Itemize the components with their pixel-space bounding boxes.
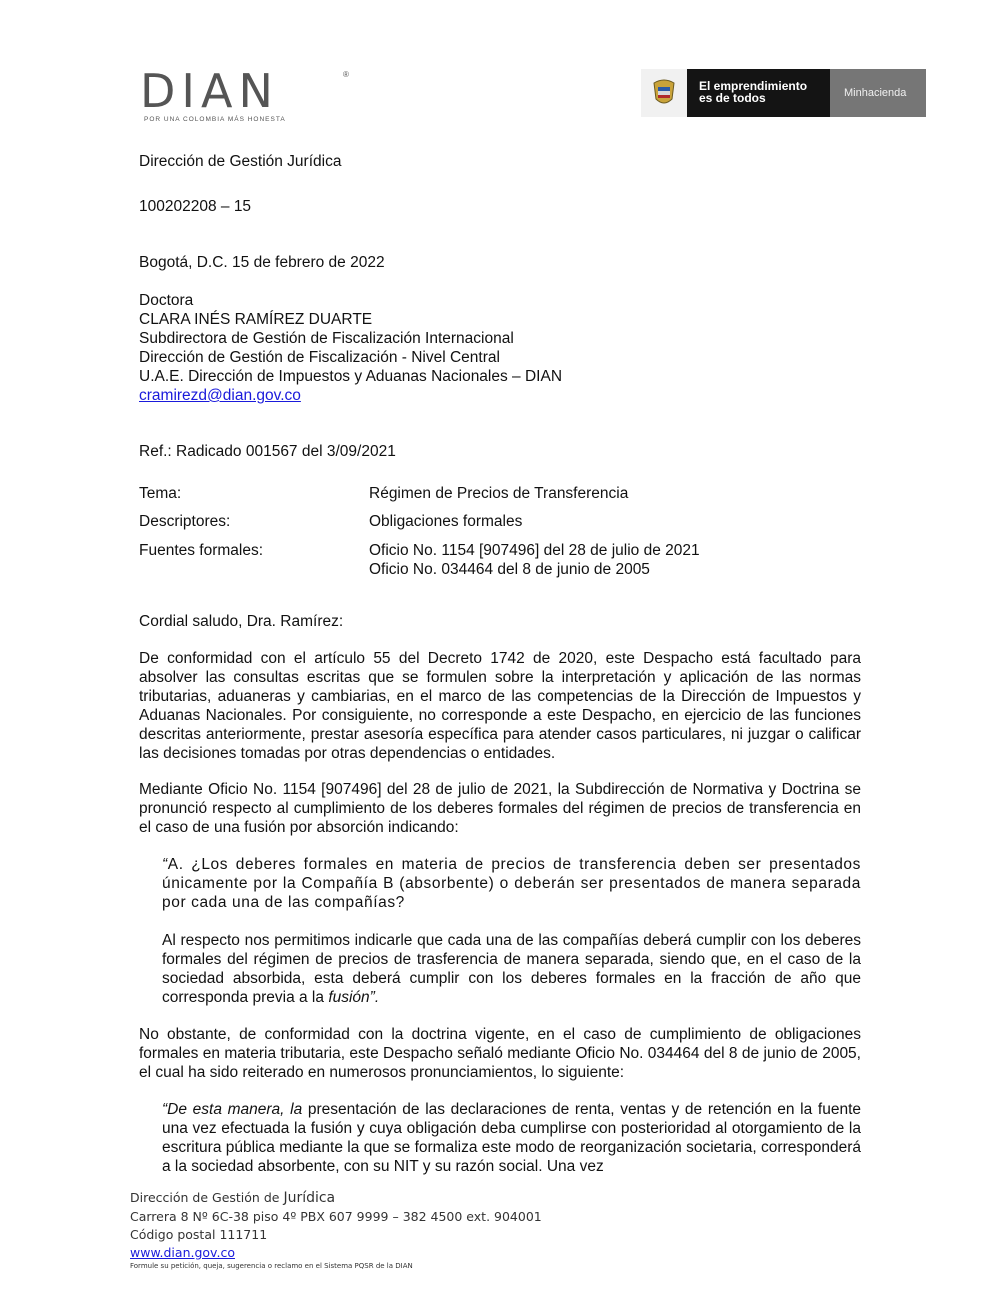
reference-number: 100202208 – 15: [139, 198, 252, 215]
tema-value: Régimen de Precios de Transferencia: [369, 485, 629, 502]
recipient-entity: U.A.E. Dirección de Impuestos y Aduanas Nacionales – DIAN: [139, 368, 563, 385]
quote-oficio-034464: [162, 1100, 861, 1176]
colombia-crest-icon: [641, 69, 687, 117]
paragraph-competence: De conformidad con el artículo 55 del Decreto 1742 de 2020, este Despacho está facultado para absolver las consultas escritas que se formulen sobre la interpretación y aplicación de las normas tributarias, aduaneras y cambiarias, en el marco de las competencias de la Dirección de Impuestos y Aduanas Nacionales. Por consiguiente, no corresponde a este Despacho, en ejercicio de las funciones descritas anteriormente, prestar asesoría específica para atender casos particulares, ni juzgar o calificar las decisiones tomadas por otras dependencias o entidades.: [139, 650, 861, 762]
descriptores-label: Descriptores:: [139, 513, 231, 530]
quote-open-mark: “: [162, 856, 168, 873]
quote-answer-text: Al respecto nos permitimos indicarle que cada una de las compañías deberá cumplir con los deberes formales del régimen de precios de trasferencia de manera separada, siendo que, en el caso de la sociedad absorbida, esta deberá cumplir con los deberes formales en la fracción de año que corresponda previa a la: [162, 932, 861, 1006]
quote-question: [162, 855, 861, 912]
registered-mark: ®: [343, 70, 349, 79]
quote-question-text: A. ¿Los deberes formales en materia de precios de transferencia deben ser presentados únicamente por la Compañía B (absorbente) o deberán ser presentados de manera separada por cada una de las compañías?: [162, 856, 861, 911]
recipient-title: Doctora: [139, 292, 194, 309]
tema-label: Tema:: [139, 485, 182, 502]
reference-line: Ref.: Radicado 001567 del 3/09/2021: [139, 443, 396, 460]
greeting: Cordial saludo, Dra. Ramírez:: [139, 613, 344, 630]
place-date: Bogotá, D.C. 15 de febrero de 2022: [139, 254, 385, 271]
fuentes-label: Fuentes formales:: [139, 542, 264, 559]
footer-office-suffix: Jurídica: [283, 1190, 336, 1206]
quote-oficio-text: presentación de las declaraciones de renta, ventas y de retención en la fuente una vez efectuada la fusión y cuya obligación deba cumplirse con posterioridad al otorgamiento de la escritura pública mediante la que se formaliza este modo de reorganización societaria, corresponderá a la sociedad absorbente, con su NIT y su razón social. Una vez: [162, 1101, 861, 1175]
footer-office-prefix: Dirección de Gestión de: [130, 1190, 280, 1205]
descriptores-value: Obligaciones formales: [369, 513, 523, 530]
footer-address: Carrera 8 Nº 6C-38 piso 4º PBX 607 9999 – 382 4500 ext. 904001: [130, 1209, 542, 1224]
government-banner: [641, 69, 926, 117]
fuentes-value-2: Oficio No. 034464 del 8 de junio de 2005: [369, 561, 650, 578]
dian-tagline: POR UNA COLOMBIA MÁS HONESTA: [144, 116, 286, 123]
quote-answer: [162, 931, 861, 1007]
recipient-position: Subdirectora de Gestión de Fiscalización Internacional: [139, 330, 514, 347]
dian-logo: [140, 64, 355, 128]
paragraph-oficio-1154: Mediante Oficio No. 1154 [907496] del 28 de julio de 2021, la Subdirección de Normativa y Doctrina se pronunció respecto al cumplimiento de los deberes formales del régimen de precios de transferencia en el caso de una fusión por absorción indicando:: [139, 781, 861, 836]
banner-slogan-line-1: El emprendimiento: [699, 79, 808, 93]
footer-website-link[interactable]: www.dian.gov.co: [130, 1245, 235, 1260]
footer-office: [130, 1189, 335, 1207]
recipient-department: Dirección de Gestión de Fiscalización - Nivel Central: [139, 349, 500, 366]
fuentes-value-1: Oficio No. 1154 [907496] del 28 de julio de 2021: [369, 542, 700, 559]
footer-postal: Código postal 111711: [130, 1227, 268, 1242]
quote-answer-italic: fusión”.: [328, 989, 380, 1006]
quote-oficio-italic: “De esta manera, la: [162, 1101, 303, 1118]
banner-slogan: [687, 69, 830, 117]
paragraph-doctrine: No obstante, de conformidad con la doctrina vigente, en el caso de cumplimiento de obligaciones formales en materia tributaria, este Despacho señaló mediante Oficio No. 034464 del 8 de junio de 2005, el cual ha sido reiterado en numerosos pronunciamientos, lo siguiente:: [139, 1026, 861, 1081]
ministry-label: Minhacienda: [830, 69, 926, 117]
recipient-email-link[interactable]: cramirezd@dian.gov.co: [139, 387, 301, 404]
footer-pqsr-note: Formule su petición, queja, sugerencia o reclamo en el Sistema PQSR de la DIAN: [130, 1262, 413, 1270]
office-name: Dirección de Gestión Jurídica: [139, 153, 342, 170]
dian-logo-text: DIAN: [140, 64, 279, 118]
banner-slogan-line-2: es de todos: [699, 91, 766, 105]
recipient-name: CLARA INÉS RAMÍREZ DUARTE: [139, 311, 373, 328]
